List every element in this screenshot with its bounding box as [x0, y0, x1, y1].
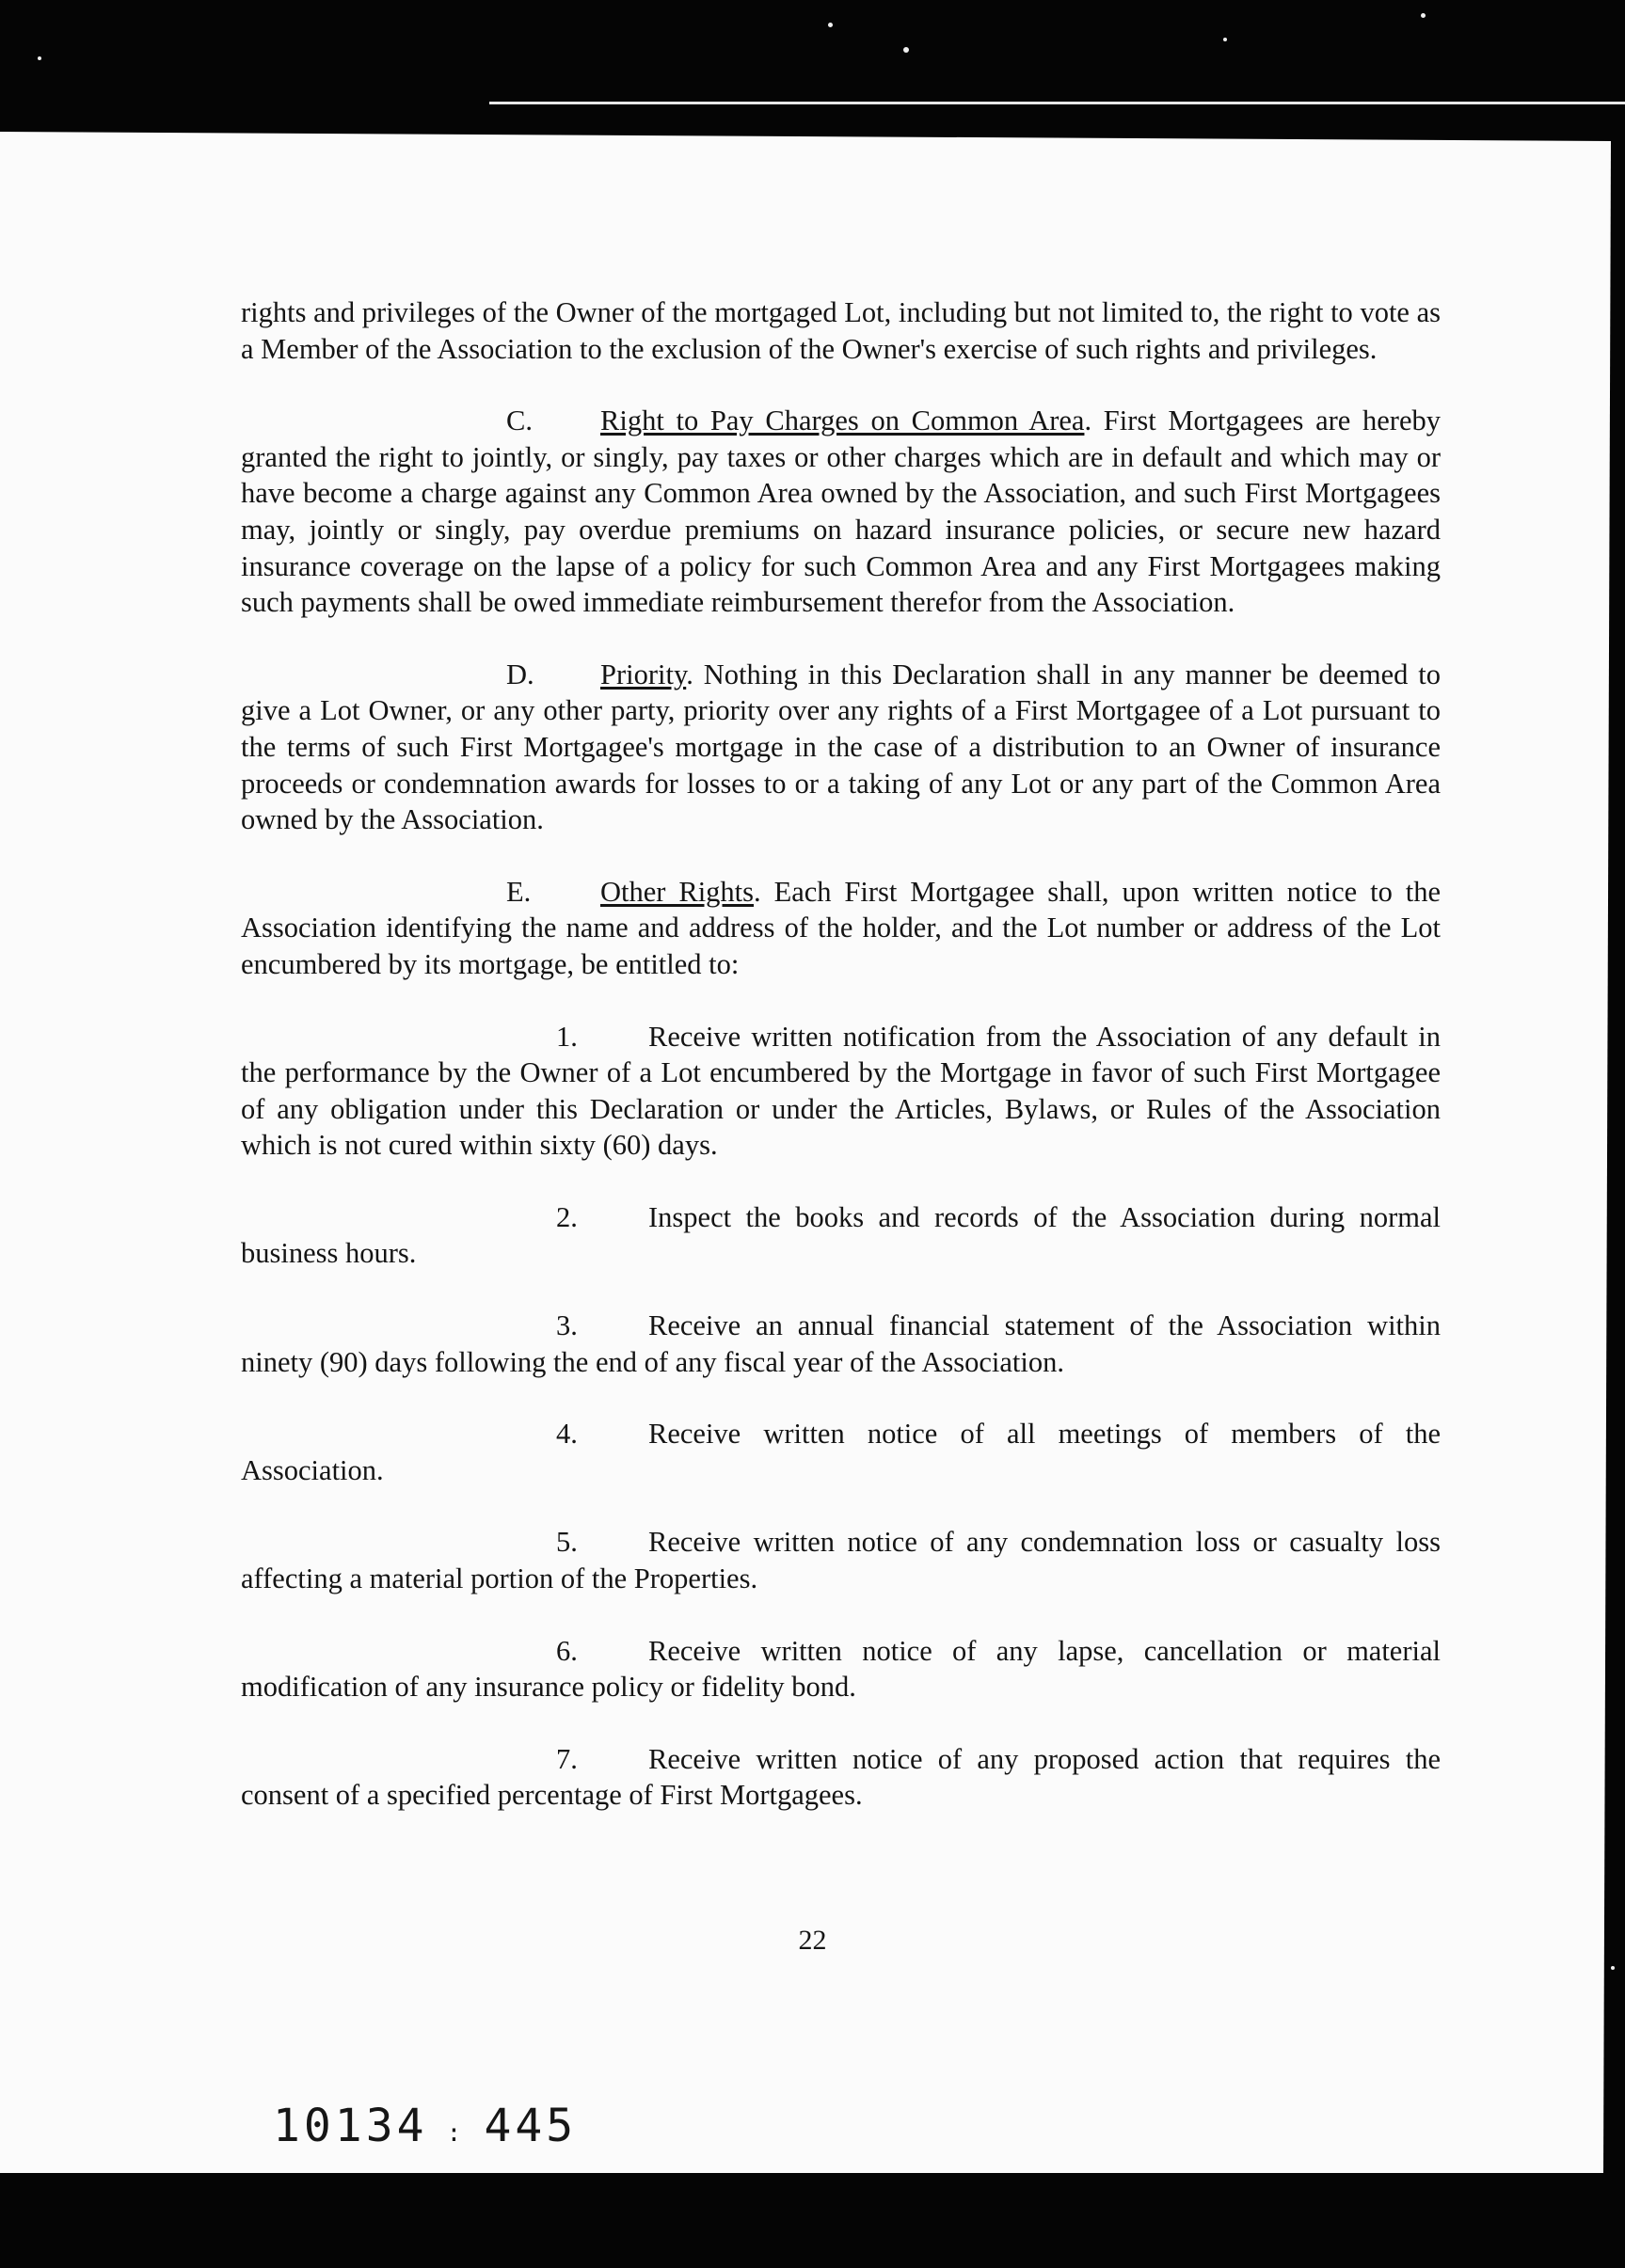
scan-speck: [1421, 13, 1426, 18]
list-item: [241, 1308, 1441, 1380]
section-e: [241, 874, 1441, 983]
opening-text: rights and privileges of the Owner of the mortgaged Lot, including but not limited to, the right to vote as a Member of the Association to the exclusion of the Owner's exercise of such rights and privileges.: [241, 296, 1441, 365]
list-item: [241, 1741, 1441, 1814]
item-text: Receive written notice of any lapse, cancellation or material modification of any insurance policy or fidelity bond.: [241, 1634, 1441, 1704]
item-number: 6.: [556, 1634, 578, 1667]
scan-speck: [828, 23, 833, 27]
list-item: [241, 1019, 1441, 1164]
item-number: 1.: [556, 1020, 578, 1053]
section-letter: D.: [506, 658, 534, 690]
section-body: . Each First Mortgagee shall, upon written notice to the Association identifying the name and address of the holder, and the Lot number or address of the Lot encumbered by its mortgage, be entitled to:: [241, 875, 1442, 980]
scan-speck: [38, 56, 41, 60]
item-number: 7.: [556, 1742, 578, 1775]
scan-edge-line: [489, 102, 1625, 104]
section-heading: Other Rights: [600, 875, 755, 908]
stamp-right: 445: [484, 2100, 578, 2152]
item-text: Receive written notice of any proposed action that requires the consent of a specified percentage of First Mortgagees.: [241, 1742, 1441, 1812]
section-c: [241, 403, 1441, 621]
item-text: Receive written notification from the Association of any default in the performance by the Owner of a Lot encumbered by the Mortgage in favor of such First Mortgagee of any obligation under this Declaration or under the Articles, Bylaws, or Rules of the Association which is not cured within sixty (60) days.: [241, 1020, 1441, 1162]
document-body: [241, 294, 1441, 1849]
section-body: . First Mortgagees are hereby granted the right to jointly, or singly, pay taxes or other charges which are in default and which may or have become a charge against any Common Area owned by the Association, and such First Mortgagees may, jointly or singly, pay overdue premiums on hazard insurance policies, or secure new hazard insurance coverage on the lapse of a policy for such Common Area and any First Mortgagees making such payments shall be owed immediate reimbursement therefor from the Association.: [241, 404, 1441, 619]
stamp-separator: :: [446, 2119, 466, 2148]
scan-speck: [1611, 1966, 1615, 1970]
section-heading: Right to Pay Charges on Common Area: [600, 404, 1085, 437]
stamp-left: 10134: [273, 2100, 428, 2152]
item-number: 3.: [556, 1309, 578, 1342]
item-text: Receive written notice of all meetings of members of the Association.: [241, 1418, 1441, 1486]
section-d: [241, 657, 1441, 838]
item-text: Receive an annual financial statement of the Association within ninety (90) days following the end of any fiscal year of the Association.: [241, 1309, 1441, 1378]
item-number: 5.: [556, 1526, 578, 1559]
section-body: . Nothing in this Declaration shall in any manner be deemed to give a Lot Owner, or any other party, priority over any rights of a First Mortgagee of a Lot pursuant to the terms of such First Mortgagee's mortgage in the case of a distribution to an Owner of insurance proceeds or condemnation awards for losses to or a taking of any Lot or any part of the Common Area owned by the Association.: [241, 658, 1441, 836]
item-text: Receive written notice of any condemnation loss or casualty loss affecting a material portion of the Properties.: [241, 1526, 1441, 1595]
scan-speck: [1223, 38, 1227, 41]
list-item: [241, 1524, 1441, 1596]
item-number: 4.: [556, 1418, 578, 1451]
scan-speck: [903, 47, 909, 53]
document-stamp: [273, 2100, 577, 2152]
item-text: Inspect the books and records of the Association during normal business hours.: [241, 1200, 1441, 1270]
section-letter: E.: [506, 875, 532, 908]
section-letter: C.: [506, 404, 533, 437]
list-item: [241, 1633, 1441, 1705]
item-number: 2.: [556, 1200, 578, 1233]
opening-paragraph: [241, 294, 1441, 367]
list-item: [241, 1199, 1441, 1272]
section-heading: Priority: [600, 658, 687, 690]
list-item: [241, 1416, 1441, 1488]
page-number: 22: [798, 1925, 827, 1956]
